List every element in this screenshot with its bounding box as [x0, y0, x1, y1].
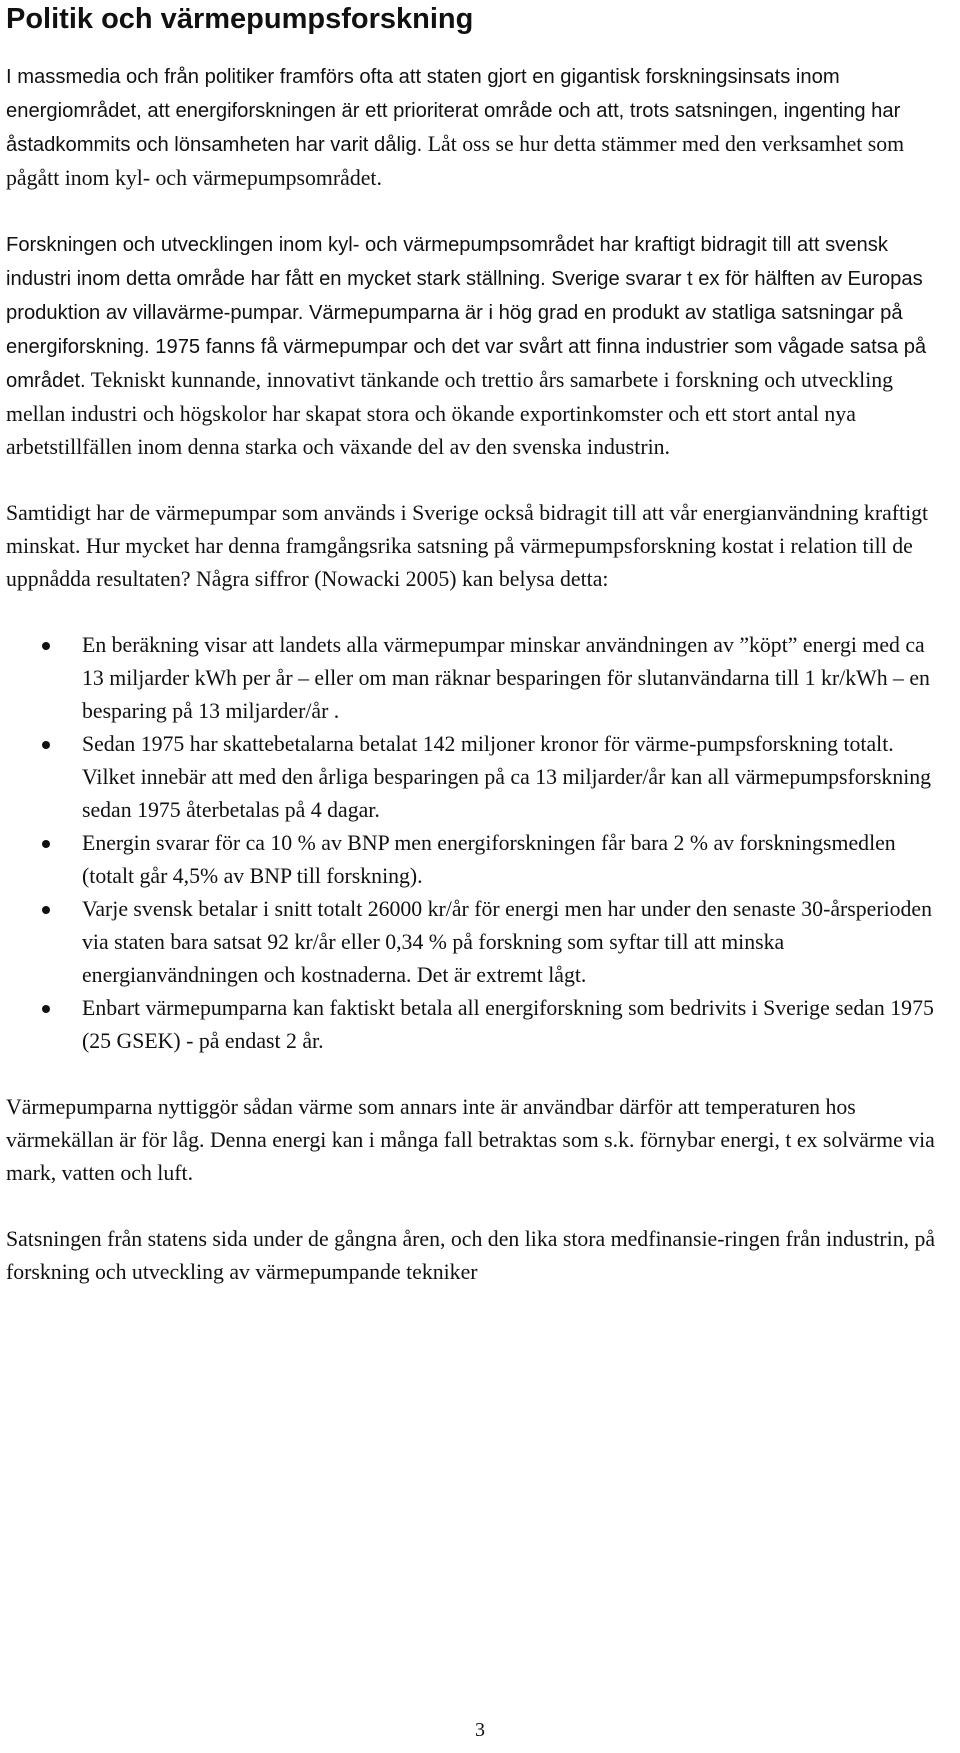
list-item-text: Enbart värmepumparna kan faktiskt betala all energiforskning som bedrivits i Sverige sedan 1975 (25 GSEK) - på endast 2 år. [82, 996, 934, 1053]
facts-list [6, 629, 954, 1058]
list-item [6, 728, 954, 827]
page-number: 3 [475, 1719, 485, 1741]
document-title: Politik och värmepumpsforskning [6, 3, 474, 35]
intro-paragraph-serif-text: Låt oss se hur detta stämmer med den verksamhet som pågått inom kyl- och värmepumpsområdet. [6, 132, 905, 190]
energy-savings-paragraph: Samtidigt har de värmepumpar som används i Sverige också bidragit till att vår energianvändning kraftigt minskat. Hur mycket har denna framgångsrika satsning på värmepumpsforskning kostat i relation till de uppnådda resultaten? Några siffror (Nowacki 2005) kan belysa detta: [6, 501, 929, 591]
intro-paragraph [6, 60, 954, 195]
renewable-paragraph: Värmepumparna nyttiggör sådan värme som annars inte är användbar därför att temperaturen hos värmekällan är för låg. Denna energi kan i många fall betraktas som s.k. förnybar energi, t ex solvärme via mark, vatten och luft. [6, 1095, 935, 1185]
list-item-text: Varje svensk betalar i snitt totalt 26000 kr/år för energi men har under den senaste 30-årsperioden via staten bara satsat 92 kr/år eller 0,34 % på forskning som syftar till att minska energianvändningen och kostnaderna. Det är extremt lågt. [82, 897, 933, 987]
research-paragraph [6, 228, 954, 464]
list-item [6, 629, 954, 728]
bullet-icon [42, 642, 50, 650]
research-paragraph-sans-text: Forskningen och utvecklingen inom kyl- och värmepumpsområdet har kraftigt bidragit till att svensk industri inom detta område har fått en mycket stark ställning. Sverige svarar t ex för hälften av Europas produktion av villavärme-pumpar. Värmepumparna är i hög grad en produkt av statliga satsningar på energiforskning. 1975 fanns få värmepumpar och det var svårt att finna industrier som vågade satsa på området. [6, 234, 927, 392]
bullet-icon [42, 840, 50, 848]
funding-paragraph: Satsningen från statens sida under de gångna åren, och den lika stora medfinansie-ringen från industrin, på forskning och utveckling av värmepumpande tekniker [6, 1227, 936, 1284]
bullet-icon [42, 741, 50, 749]
research-paragraph-serif-text: Tekniskt kunnande, innovativt tänkande och trettio års samarbete i forskning och utveckling mellan industri och högskolor har skapat stora och ökande exportinkomster och ett stort antal nya arbetstillfällen inom denna starka och växande del av den svenska industrin. [6, 368, 894, 459]
bullet-icon [42, 1005, 50, 1013]
list-item [6, 992, 954, 1058]
list-item-text: Energin svarar för ca 10 % av BNP men energiforskningen får bara 2 % av forskningsmedlen (totalt går 4,5% av BNP till forskning). [82, 831, 896, 888]
list-spacer [6, 596, 954, 629]
list-item-text: En beräkning visar att landets alla värmepumpar minskar användningen av ”köpt” energi med ca 13 miljarder kWh per år – eller om man räknar besparingen för slutanvändarna till 1 kr/kWh – en besparing på 13 miljarder/år . [82, 633, 930, 723]
list-item [6, 827, 954, 893]
intro-paragraph-sans-text: I massmedia och från politiker framförs ofta att staten gjort en gigantisk forskningsinsats inom energiområdet, att energiforskningen är ett prioriterat område och att, trots satsningen, ingenting har åstadkommits och lönsamheten har varit dålig. [6, 66, 901, 156]
list-item-text: Sedan 1975 har skattebetalarna betalat 142 miljoner kronor för värme-pumpsforskning totalt. Vilket innebär att med den årliga besparingen på ca 13 miljarder/år kan all värmepumpsforskning sedan 1975 återbetalas på 4 dagar. [82, 732, 932, 822]
bullet-icon [42, 906, 50, 914]
list-item [6, 893, 954, 992]
